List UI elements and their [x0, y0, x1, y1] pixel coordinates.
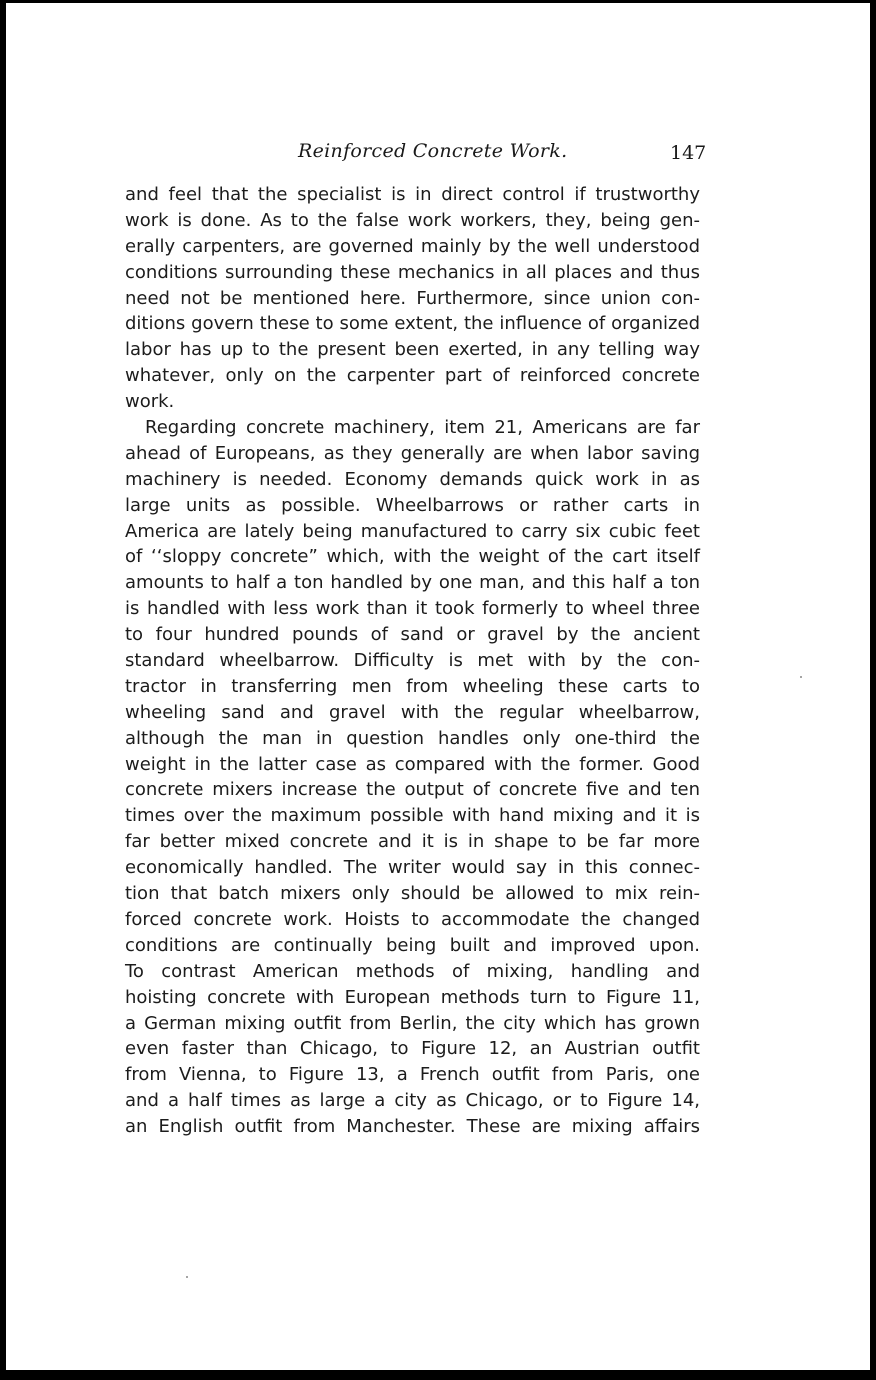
text-line: America are lately being manufactured to carry six cubic feet: [125, 520, 700, 542]
text-line: although the man in question handles only one-third the: [125, 727, 700, 749]
text-line: an English outfit from Manchester. These are mixing affairs: [125, 1116, 700, 1138]
text-line: large units as possible. Wheelbarrows or rather carts in: [125, 494, 700, 516]
text-line: to four hundred pounds of sand or gravel by the ancient: [125, 624, 700, 646]
text-line: concrete mixers increase the output of concrete five and ten: [125, 779, 700, 801]
body-text: [125, 182, 700, 1140]
text-line: conditions are continually being built and improved upon.: [125, 934, 700, 956]
text-line: need not be mentioned here. Furthermore, since union con-: [125, 287, 700, 309]
page-number: 147: [670, 142, 707, 164]
text-line: ditions govern these to some extent, the influence of organized: [125, 313, 700, 335]
text-line: work is done. As to the false work workers, they, being gen-: [125, 209, 700, 231]
text-line: forced concrete work. Hoists to accommodate the changed: [125, 908, 700, 930]
text-line: times over the maximum possible with hand mixing and it is: [125, 805, 700, 827]
text-line: far better mixed concrete and it is in shape to be far more: [125, 831, 700, 853]
text-line: whatever, only on the carpenter part of reinforced concrete: [125, 365, 700, 387]
text-line: economically handled. The writer would say in this connec-: [125, 857, 700, 879]
text-line: from Vienna, to Figure 13, a French outfit from Paris, one: [125, 1064, 700, 1086]
text-line: and feel that the specialist is in direct control if trustworthy: [125, 184, 700, 205]
text-line: erally carpenters, are governed mainly by the well understood: [125, 235, 700, 257]
text-line: even faster than Chicago, to Figure 12, an Austrian outfit: [125, 1038, 700, 1060]
text-line: wheeling sand and gravel with the regular wheelbarrow,: [125, 701, 700, 723]
running-title: Reinforced Concrete Work.: [298, 140, 568, 162]
text-line: ahead of Europeans, as they generally are when labor saving: [125, 442, 700, 464]
scan-speck: [800, 676, 802, 678]
text-line: machinery is needed. Economy demands quick work in as: [125, 468, 700, 490]
text-line: amounts to half a ton handled by one man, and this half a ton: [125, 572, 700, 594]
scan-border-right: [870, 0, 876, 1380]
text-line: conditions surrounding these mechanics in all places and thus: [125, 261, 700, 283]
scan-speck: [186, 1276, 188, 1278]
text-line: Regarding concrete machinery, item 21, Americans are far: [145, 417, 700, 439]
text-line: tion that batch mixers only should be allowed to mix rein-: [125, 883, 700, 905]
text-line: tractor in transferring men from wheeling these carts to: [125, 675, 700, 697]
text-line: work.: [125, 391, 175, 413]
text-line: and a half times as large a city as Chicago, or to Figure 14,: [125, 1090, 700, 1112]
text-line: labor has up to the present been exerted, in any telling way: [125, 339, 700, 361]
text-line: standard wheelbarrow. Difficulty is met with by the con-: [125, 650, 700, 672]
text-line: a German mixing outfit from Berlin, the city which has grown: [125, 1012, 700, 1034]
text-line: of ‘‘sloppy concrete” which, with the weight of the cart itself: [125, 546, 700, 568]
text-line: hoisting concrete with European methods turn to Figure 11,: [125, 986, 700, 1008]
text-line: is handled with less work than it took formerly to wheel three: [125, 598, 700, 620]
text-line: To contrast American methods of mixing, handling and: [125, 960, 700, 982]
scan-border-bottom: [0, 1370, 876, 1380]
text-line: weight in the latter case as compared with the former. Good: [125, 753, 700, 775]
